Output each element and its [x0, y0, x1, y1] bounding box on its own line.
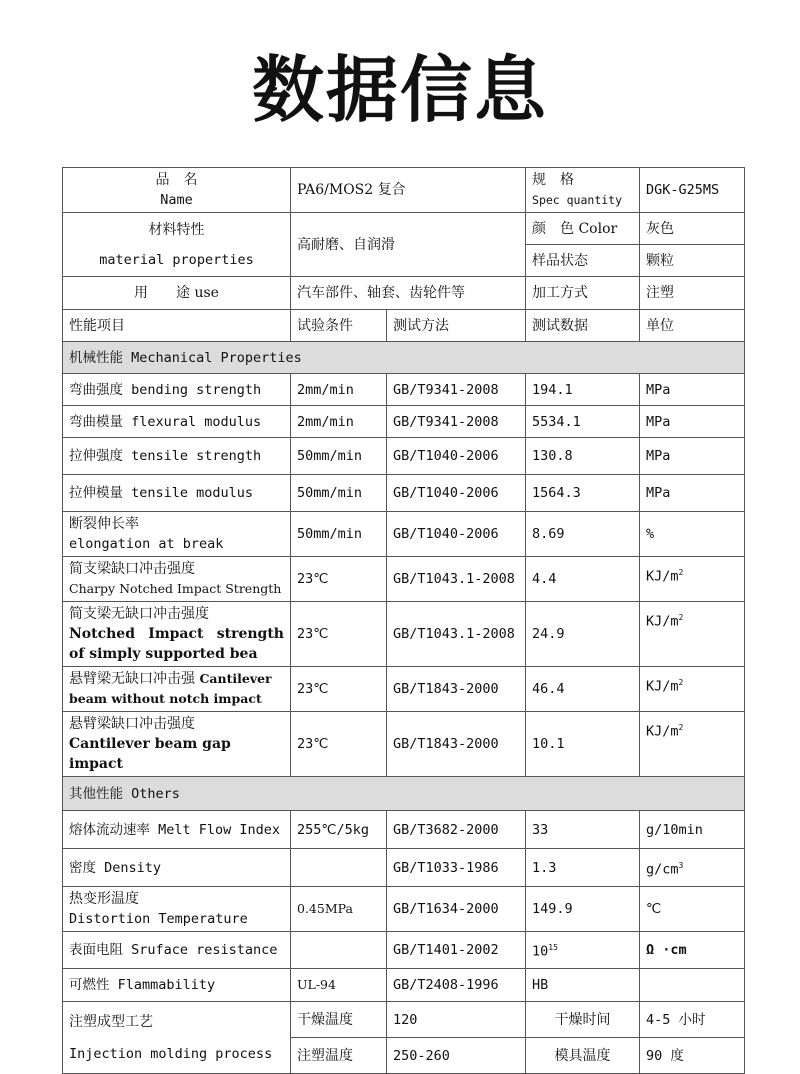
- test-value: 5534.1: [526, 406, 640, 438]
- property-name: [63, 602, 291, 667]
- color-value: 灰色: [640, 213, 745, 245]
- spec-label-cell: [526, 168, 640, 213]
- test-condition: 2mm/min: [291, 374, 387, 406]
- name-row: [63, 168, 745, 213]
- value-base: 10: [532, 943, 549, 960]
- test-condition: 2mm/min: [291, 406, 387, 438]
- test-condition: UL-94: [291, 969, 387, 1002]
- test-condition: 23℃: [291, 557, 387, 602]
- unit-superscript: 2: [678, 723, 684, 732]
- process-label: 加工方式: [526, 277, 640, 310]
- table-row: [63, 887, 745, 932]
- test-method: GB/T9341-2008: [387, 374, 526, 406]
- table-row: [63, 374, 745, 406]
- property-name: [63, 557, 291, 602]
- unit: g/10min: [640, 811, 745, 849]
- test-condition: 50mm/min: [291, 512, 387, 557]
- test-value: 1564.3: [526, 475, 640, 512]
- mold-temp-value: 250-260: [387, 1038, 526, 1074]
- property-name-zh: 悬臂梁无缺口冲击强: [69, 671, 195, 687]
- unit-text: KJ/m: [646, 723, 679, 740]
- unit-text: KJ/m: [646, 678, 679, 695]
- test-method: GB/T1843-2000: [387, 667, 526, 712]
- test-condition: 0.45MPa: [291, 887, 387, 932]
- material-row: [63, 213, 745, 245]
- test-condition: 23℃: [291, 602, 387, 667]
- molding-label-en: Injection molding process: [69, 1045, 273, 1062]
- use-value: 汽车部件、轴套、齿轮件等: [291, 277, 526, 310]
- property-name-zh: 简支梁缺口冲击强度: [69, 561, 195, 577]
- material-label-cell: [63, 213, 291, 277]
- unit: [640, 667, 745, 712]
- name-label-zh: 品 名: [155, 172, 198, 188]
- property-name: [63, 712, 291, 777]
- property-name: 可燃性 Flammability: [63, 969, 291, 1002]
- property-name-zh: 简支梁无缺口冲击强度: [69, 606, 209, 622]
- use-row: [63, 277, 745, 310]
- property-name: 密度 Density: [63, 849, 291, 887]
- unit-text: KJ/m: [646, 568, 679, 585]
- column-header: 性能项目: [63, 310, 291, 342]
- property-name-en: elongation at break: [69, 536, 224, 552]
- die-temp-label: 模具温度: [526, 1038, 640, 1074]
- material-value: 高耐磨、自润滑: [291, 213, 526, 277]
- test-method: GB/T1401-2002: [387, 932, 526, 969]
- unit: MPa: [640, 374, 745, 406]
- table-row: [63, 602, 745, 667]
- value-exponent: 15: [548, 943, 558, 953]
- section-title: 机械性能 Mechanical Properties: [63, 342, 745, 374]
- test-value: 46.4: [526, 667, 640, 712]
- property-name: 表面电阻 Sruface resistance: [63, 932, 291, 969]
- test-method: GB/T1043.1-2008: [387, 602, 526, 667]
- state-label: 样品状态: [526, 245, 640, 277]
- test-method: GB/T1033-1986: [387, 849, 526, 887]
- test-value: 1.3: [526, 849, 640, 887]
- material-label-en: material properties: [99, 251, 254, 268]
- test-value: 10.1: [526, 712, 640, 777]
- table-row: [63, 712, 745, 777]
- test-value: [526, 932, 640, 969]
- unit: MPa: [640, 438, 745, 475]
- process-value: 注塑: [640, 277, 745, 310]
- test-method: GB/T1043.1-2008: [387, 557, 526, 602]
- section-header-mechanical: [63, 342, 745, 374]
- molding-label-zh: 注塑成型工艺: [69, 1013, 153, 1030]
- property-name: [63, 887, 291, 932]
- column-header-row: [63, 310, 745, 342]
- property-name-en: Cantilever beam gap impact: [69, 736, 231, 772]
- table-row: [63, 849, 745, 887]
- property-name: 熔体流动速率 Melt Flow Index: [63, 811, 291, 849]
- column-header: 测试方法: [387, 310, 526, 342]
- test-method: GB/T1843-2000: [387, 712, 526, 777]
- column-header: 测试数据: [526, 310, 640, 342]
- unit-text: KJ/m: [646, 613, 679, 630]
- property-name: 弯曲模量 flexural modulus: [63, 406, 291, 438]
- state-value: 颗粒: [640, 245, 745, 277]
- table-row: [63, 667, 745, 712]
- spec-label-en: Spec quantity: [532, 193, 623, 207]
- unit: Ω ·cm: [640, 932, 745, 969]
- unit-superscript: 2: [678, 568, 684, 577]
- dry-time-value: 4-5 小时: [640, 1002, 745, 1038]
- column-header: 单位: [640, 310, 745, 342]
- test-value: 8.69: [526, 512, 640, 557]
- test-method: GB/T2408-1996: [387, 969, 526, 1002]
- test-condition: 23℃: [291, 667, 387, 712]
- unit-superscript: 3: [678, 860, 684, 870]
- test-value: 130.8: [526, 438, 640, 475]
- column-header: 试验条件: [291, 310, 387, 342]
- use-label: 用 途 use: [63, 277, 291, 310]
- table-row: [63, 811, 745, 849]
- die-temp-value: 90 度: [640, 1038, 745, 1074]
- test-condition: 23℃: [291, 712, 387, 777]
- section-title: 其他性能 Others: [63, 777, 745, 811]
- section-header-others: [63, 777, 745, 811]
- unit: [640, 849, 745, 887]
- unit-text: g/cm: [646, 861, 679, 878]
- test-condition: 50mm/min: [291, 438, 387, 475]
- unit: MPa: [640, 406, 745, 438]
- property-name-en: beam without notch impact: [69, 691, 262, 706]
- table-row: [63, 406, 745, 438]
- name-label-cell: [63, 168, 291, 213]
- molding-label-cell: [63, 1002, 291, 1074]
- test-value: 194.1: [526, 374, 640, 406]
- test-method: GB/T1040-2006: [387, 438, 526, 475]
- property-name-zh: 悬臂梁缺口冲击强度: [69, 716, 195, 732]
- property-name: 拉伸模量 tensile modulus: [63, 475, 291, 512]
- test-value: 149.9: [526, 887, 640, 932]
- table-row: [63, 932, 745, 969]
- name-label-en: Name: [160, 192, 193, 208]
- dry-temp-value: 120: [387, 1002, 526, 1038]
- table-row: [63, 969, 745, 1002]
- table-row: [63, 512, 745, 557]
- property-name: [63, 512, 291, 557]
- unit: [640, 557, 745, 602]
- test-value: 24.9: [526, 602, 640, 667]
- mold-temp-label: 注塑温度: [291, 1038, 387, 1074]
- data-sheet-table: [62, 167, 745, 1074]
- property-name-zh: 断裂伸长率: [69, 516, 139, 532]
- molding-row-1: [63, 1002, 745, 1038]
- test-value: HB: [526, 969, 640, 1002]
- dry-temp-label: 干燥温度: [291, 1002, 387, 1038]
- unit: ℃: [640, 887, 745, 932]
- test-condition: 255℃/5kg: [291, 811, 387, 849]
- property-name-en-inline: Cantilever: [199, 671, 272, 686]
- name-value: PA6/MOS2 复合: [291, 168, 526, 213]
- unit-superscript: 2: [678, 678, 684, 687]
- table-row: [63, 475, 745, 512]
- table-row: [63, 438, 745, 475]
- unit-superscript: 2: [678, 613, 684, 622]
- test-value: 4.4: [526, 557, 640, 602]
- color-label: 颜 色 Color: [526, 213, 640, 245]
- table-row: [63, 557, 745, 602]
- test-method: GB/T1040-2006: [387, 475, 526, 512]
- material-label-zh: 材料特性: [148, 221, 205, 238]
- property-name: 弯曲强度 bending strength: [63, 374, 291, 406]
- unit: [640, 969, 745, 1002]
- unit: MPa: [640, 475, 745, 512]
- unit: %: [640, 512, 745, 557]
- test-method: GB/T3682-2000: [387, 811, 526, 849]
- property-name-en: Charpy Notched Impact Strength: [69, 581, 282, 596]
- unit: [640, 712, 745, 777]
- property-name-en: Notched Impact strength of simply supported bea: [69, 626, 284, 662]
- property-name-zh: 热变形温度: [69, 891, 139, 907]
- spec-label-zh: 规 格: [532, 172, 575, 188]
- test-condition: 50mm/min: [291, 475, 387, 512]
- spec-value: DGK-G25MS: [640, 168, 745, 213]
- test-method: GB/T1040-2006: [387, 512, 526, 557]
- dry-time-label: 干燥时间: [526, 1002, 640, 1038]
- test-method: GB/T1634-2000: [387, 887, 526, 932]
- property-name: 拉伸强度 tensile strength: [63, 438, 291, 475]
- unit: [640, 602, 745, 667]
- page-title: 数据信息: [251, 48, 548, 132]
- test-value: 33: [526, 811, 640, 849]
- property-name: [63, 667, 291, 712]
- test-condition: [291, 849, 387, 887]
- property-name-en: Distortion Temperature: [69, 911, 248, 927]
- test-method: GB/T9341-2008: [387, 406, 526, 438]
- test-condition: [291, 932, 387, 969]
